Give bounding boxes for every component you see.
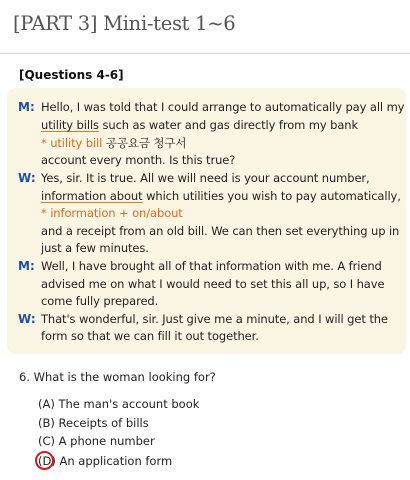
dialog-line: and a receipt from an old bill. We can then set everything up in <box>41 224 400 238</box>
dialog-line <box>41 118 358 132</box>
question-text: 6. What is the woman looking for? <box>19 370 216 384</box>
dialog-line-rest: which utilities you wish to pay automatically, <box>142 189 401 203</box>
vocab-note <box>41 136 186 150</box>
vocab-note: * information + on/about <box>41 206 183 220</box>
dialog-line: Yes, sir. It is true. All we will need is your account number, <box>41 171 370 185</box>
dialog-line: Well, I have brought all of that information with me. A friend <box>41 259 382 273</box>
page-title: [PART 3] Mini-test 1~6 <box>13 12 236 35</box>
option-b[interactable]: (B) Receipts of bills <box>38 416 149 430</box>
dialog-line: come fully prepared. <box>41 294 159 308</box>
dialog-line: Hello, I was told that I could arrange to automatically pay all my <box>41 100 405 114</box>
vocab-note-ko: 공공요금 청구서 <box>102 136 187 150</box>
vocab-note-en: * utility bill <box>41 136 103 150</box>
option-c[interactable]: (C) A phone number <box>38 434 155 448</box>
speaker-m-2: M: <box>18 259 35 273</box>
answer-circle-icon <box>35 451 54 470</box>
dialog-line-rest: such as water and gas directly from my bank <box>98 118 359 132</box>
option-a[interactable]: (A) The man's account book <box>38 397 200 411</box>
dialog-line: That's wonderful, sir. Just give me a minute, and I will get the <box>41 312 388 326</box>
speaker-w-1: W: <box>18 171 36 185</box>
dialog-line: form so that we can fill it out together. <box>41 329 259 343</box>
dialog-line <box>41 189 401 203</box>
speaker-m-1: M: <box>18 100 35 114</box>
dialog-line: just a few minutes. <box>41 241 149 255</box>
speaker-w-2: W: <box>18 312 36 326</box>
dialog-line: advised me on what I would need to set this all up, so I have <box>41 277 385 291</box>
title-divider <box>0 53 410 54</box>
vocab-underline: utility bills <box>41 118 99 132</box>
section-header: [Questions 4-6] <box>19 68 124 82</box>
vocab-underline: information about <box>41 189 143 203</box>
option-d[interactable]: (D) An application form <box>38 454 173 468</box>
dialog-line: account every month. Is this true? <box>41 153 236 167</box>
